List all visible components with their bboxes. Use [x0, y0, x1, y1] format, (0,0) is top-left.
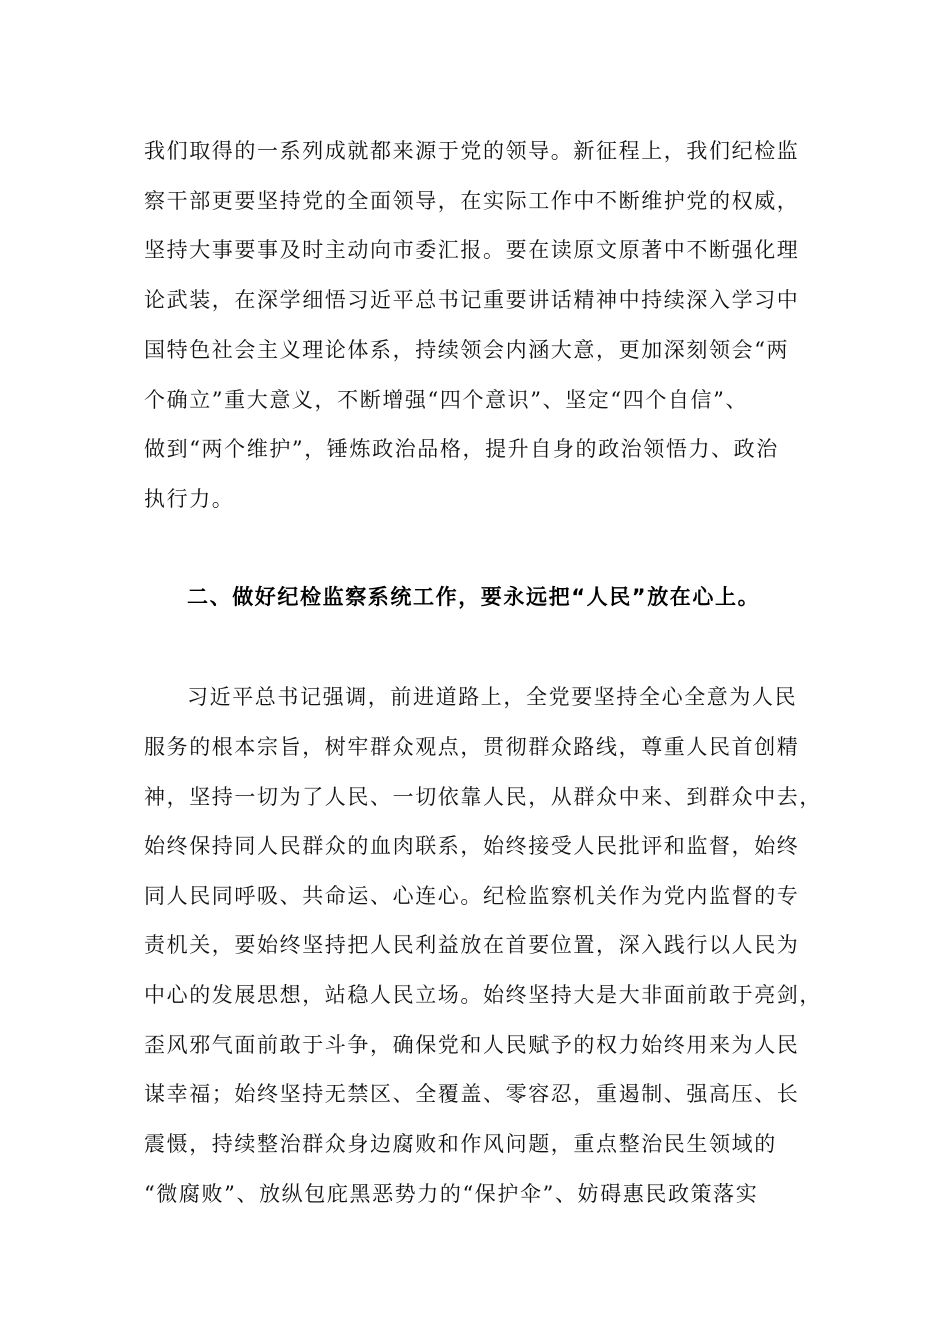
paragraph-2-line: 谋幸福；始终坚持无禁区、全覆盖、零容忍，重遏制、强高压、长: [144, 1082, 800, 1106]
paragraph-2-line: 同人民同呼吸、共命运、心连心。纪检监察机关作为党内监督的专: [144, 884, 800, 908]
paragraph-2-line: 歪风邪气面前敢于斗争，确保党和人民赋予的权力始终用来为人民: [144, 1033, 800, 1057]
paragraph-1-line: 坚持大事要事及时主动向市委汇报。要在读原文原著中不断强化理: [144, 238, 800, 262]
paragraph-1-line: 察干部更要坚持党的全面领导，在实际工作中不断维护党的权威，: [144, 189, 800, 213]
paragraph-2-line: 责机关，要始终坚持把人民利益放在首要位置，深入践行以人民为: [144, 933, 800, 957]
paragraph-2-line: “微腐败”、放纵包庇黑恶势力的“保护伞”、妨碍惠民政策落实: [144, 1182, 759, 1206]
paragraph-1-line: 执行力。: [144, 487, 235, 511]
paragraph-2-line: 习近平总书记强调，前进道路上，全党要坚持全心全意为人民: [187, 685, 798, 709]
paragraph-1-line: 做到“两个维护”，锤炼政治品格，提升自身的政治领悟力、政治: [144, 437, 779, 461]
section-heading: 二、做好纪检监察系统工作，要永远把“人民”放在心上。: [187, 585, 761, 609]
paragraph-1-line: 国特色社会主义理论体系，持续领会内涵大意，更加深刻领会“两: [144, 338, 790, 362]
paragraph-1-line: 论武装，在深学细悟习近平总书记重要讲话精神中持续深入学习中: [144, 288, 800, 312]
paragraph-2-line: 震慑，持续整治群众身边腐败和作风问题，重点整治民生领域的: [144, 1132, 777, 1156]
paragraph-1-line: 我们取得的一系列成就都来源于党的领导。新征程上，我们纪检监: [144, 139, 800, 163]
paragraph-1-line: 个确立”重大意义，不断增强“四个意识”、坚定“四个自信”、: [144, 388, 749, 412]
paragraph-2-line: 始终保持同人民群众的血肉联系，始终接受人民批评和监督，始终: [144, 834, 800, 858]
paragraph-2-line: 服务的根本宗旨，树牢群众观点，贯彻群众路线，尊重人民首创精: [144, 735, 800, 759]
paragraph-2-line: 中心的发展思想，站稳人民立场。始终坚持大是大非面前敢于亮剑，: [144, 983, 822, 1007]
paragraph-2-line: 神，坚持一切为了人民、一切依靠人民，从群众中来、到群众中去，: [144, 785, 822, 809]
